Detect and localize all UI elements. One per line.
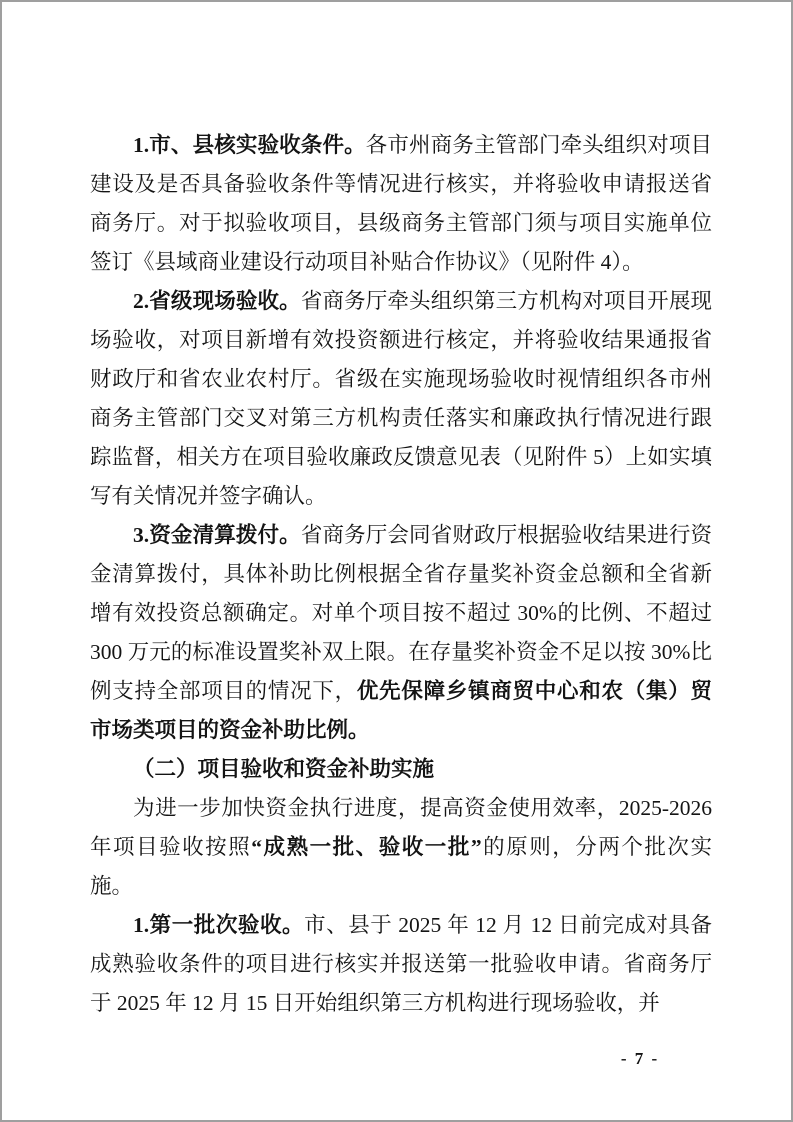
text-segment: 1.第一批次验收。 bbox=[133, 913, 305, 937]
text-segment: 各市州商务主管部门牵头组织对项目建设及是否具备验收条件等情况进行核实，并将验收申请报送省商务厅。对于拟验收项目，县级商务主管部门须与项目实施单位签订《县域商业建设行动项目补贴合作协议》（见附件 4）。 bbox=[90, 133, 712, 274]
paragraph-1-county-verification bbox=[90, 126, 712, 282]
text-segment: 3.资金清算拨付。 bbox=[133, 523, 301, 547]
text-segment: 市、县于 2025 年 12 月 12 日前完成对具备成熟验收条件的项目进行核实并报送第一批验收申请。省商务厅于 2025 年 12 月 15 日开始组织第三方机构进行现场验收，并 bbox=[90, 913, 712, 1015]
paragraph-4-two-batches-principle bbox=[90, 789, 712, 906]
text-segment: 的原则，分两个批次实施。 bbox=[90, 835, 712, 898]
text-segment: 优先保障乡镇商贸中心和农（集）贸市场类项目的资金补助比例。 bbox=[90, 679, 712, 742]
text-segment: 省商务厅牵头组织第三方机构对项目开展现场验收，对项目新增有效投资额进行核定，并将验收结果通报省财政厅和省农业农村厅。省级在实施现场验收时视情组织各市州商务主管部门交叉对第三方机构责任落实和廉政执行情况进行跟踪监督，相关方在项目验收廉政反馈意见表（见附件 5）上如实填写有关情况并签字确认。 bbox=[90, 289, 712, 508]
paragraph-2-provincial-onsite-acceptance bbox=[90, 282, 712, 516]
text-segment: 1.市、县核实验收条件。 bbox=[133, 133, 366, 157]
text-segment: 2.省级现场验收。 bbox=[133, 289, 301, 313]
paragraph-3-fund-settlement bbox=[90, 516, 712, 750]
document-body bbox=[90, 126, 712, 1023]
heading-section-2-acceptance-and-subsidy bbox=[90, 750, 712, 789]
paragraph-5-first-batch-acceptance bbox=[90, 906, 712, 1023]
text-segment: （二）项目验收和资金补助实施 bbox=[133, 757, 435, 781]
text-segment: 省商务厅会同省财政厅根据验收结果进行资金清算拨付，具体补助比例根据全省存量奖补资金总额和全省新增有效投资总额确定。对单个项目按不超过 30%的比例、不超过 300 万元的标准设置奖补双上限。在存量奖补资金不足以按 30%比例支持全部项目的情况下， bbox=[90, 523, 712, 703]
text-segment: 为进一步加快资金执行进度，提高资金使用效率，2025-2026年项目验收按照 bbox=[90, 796, 712, 859]
page-number: - 7 - bbox=[620, 1049, 660, 1068]
text-segment: “成熟一批、验收一批” bbox=[251, 835, 482, 859]
